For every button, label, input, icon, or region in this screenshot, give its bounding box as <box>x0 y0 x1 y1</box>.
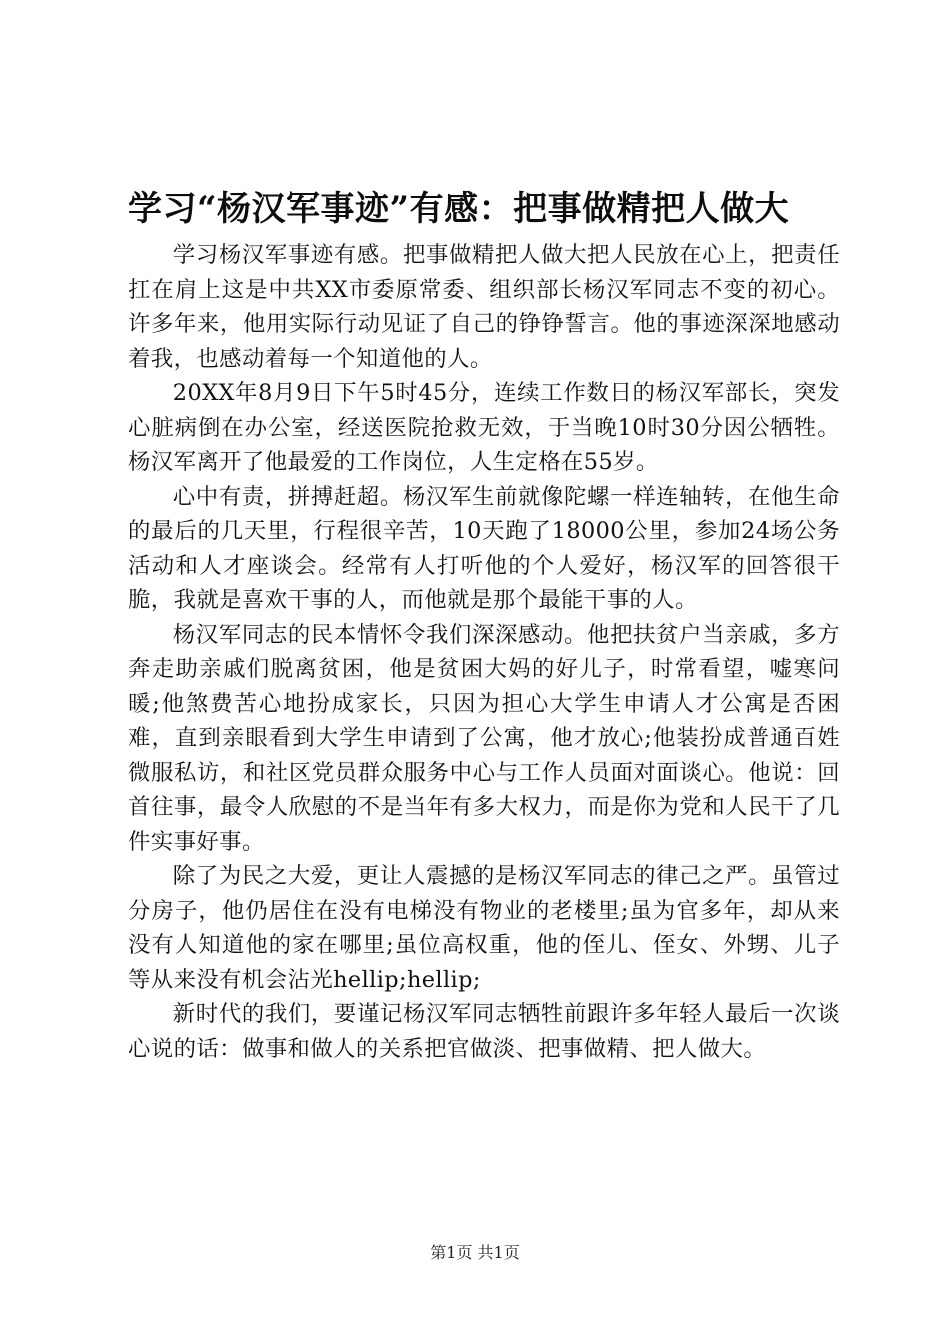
body-paragraph: 学习杨汉军事迹有感。把事做精把人做大把人民放在心上，把责任扛在肩上这是中共XX市委原常委、组织部长杨汉军同志不变的初心。许多年来，他用实际行动见证了自己的铮铮誓言。他的事迹深深地感动着我，也感动着每一个知道他的人。 <box>128 242 840 372</box>
document-title: 学习“杨汉军事迹”有感：把事做精把人做大 <box>128 189 790 229</box>
document-body <box>128 238 840 1066</box>
body-paragraph: 20XX年8月9日下午5时45分，连续工作数日的杨汉军部长，突发心脏病倒在办公室，经送医院抢救无效，于当晚10时30分因公牺牲。杨汉军离开了他最爱的工作岗位，人生定格在55岁。 <box>128 380 840 475</box>
body-paragraph: 新时代的我们，要谨记杨汉军同志牺牲前跟许多年轻人最后一次谈心说的话：做事和做人的关系把官做淡、把事做精、把人做大。 <box>128 1001 840 1062</box>
page-footer: 第1页 共1页 <box>430 1243 520 1262</box>
body-paragraph: 除了为民之大爱，更让人震撼的是杨汉军同志的律己之严。虽管过分房子，他仍居住在没有电梯没有物业的老楼里;虽为官多年，却从来没有人知道他的家在哪里;虽位高权重，他的侄儿、侄女、外甥、儿子等从来没有机会沾光hellip;hellip; <box>128 863 840 993</box>
body-paragraph: 杨汉军同志的民本情怀令我们深深感动。他把扶贫户当亲戚，多方奔走助亲戚们脱离贫困，他是贫困大妈的好儿子，时常看望，嘘寒问暖;他煞费苦心地扮成家长，只因为担心大学生申请人才公寓是否困难，直到亲眼看到大学生申请到了公寓，他才放心;他装扮成普通百姓微服私访，和社区党员群众服务中心与工作人员面对面谈心。他说：回首往事，最令人欣慰的不是当年有多大权力，而是你为党和人民干了几件实事好事。 <box>128 621 840 855</box>
body-paragraph: 心中有责，拼搏赶超。杨汉军生前就像陀螺一样连轴转，在他生命的最后的几天里，行程很辛苦，10天跑了18000公里，参加24场公务活动和人才座谈会。经常有人打听他的个人爱好，杨汉军的回答很干脆，我就是喜欢干事的人，而他就是那个最能干事的人。 <box>128 483 840 613</box>
